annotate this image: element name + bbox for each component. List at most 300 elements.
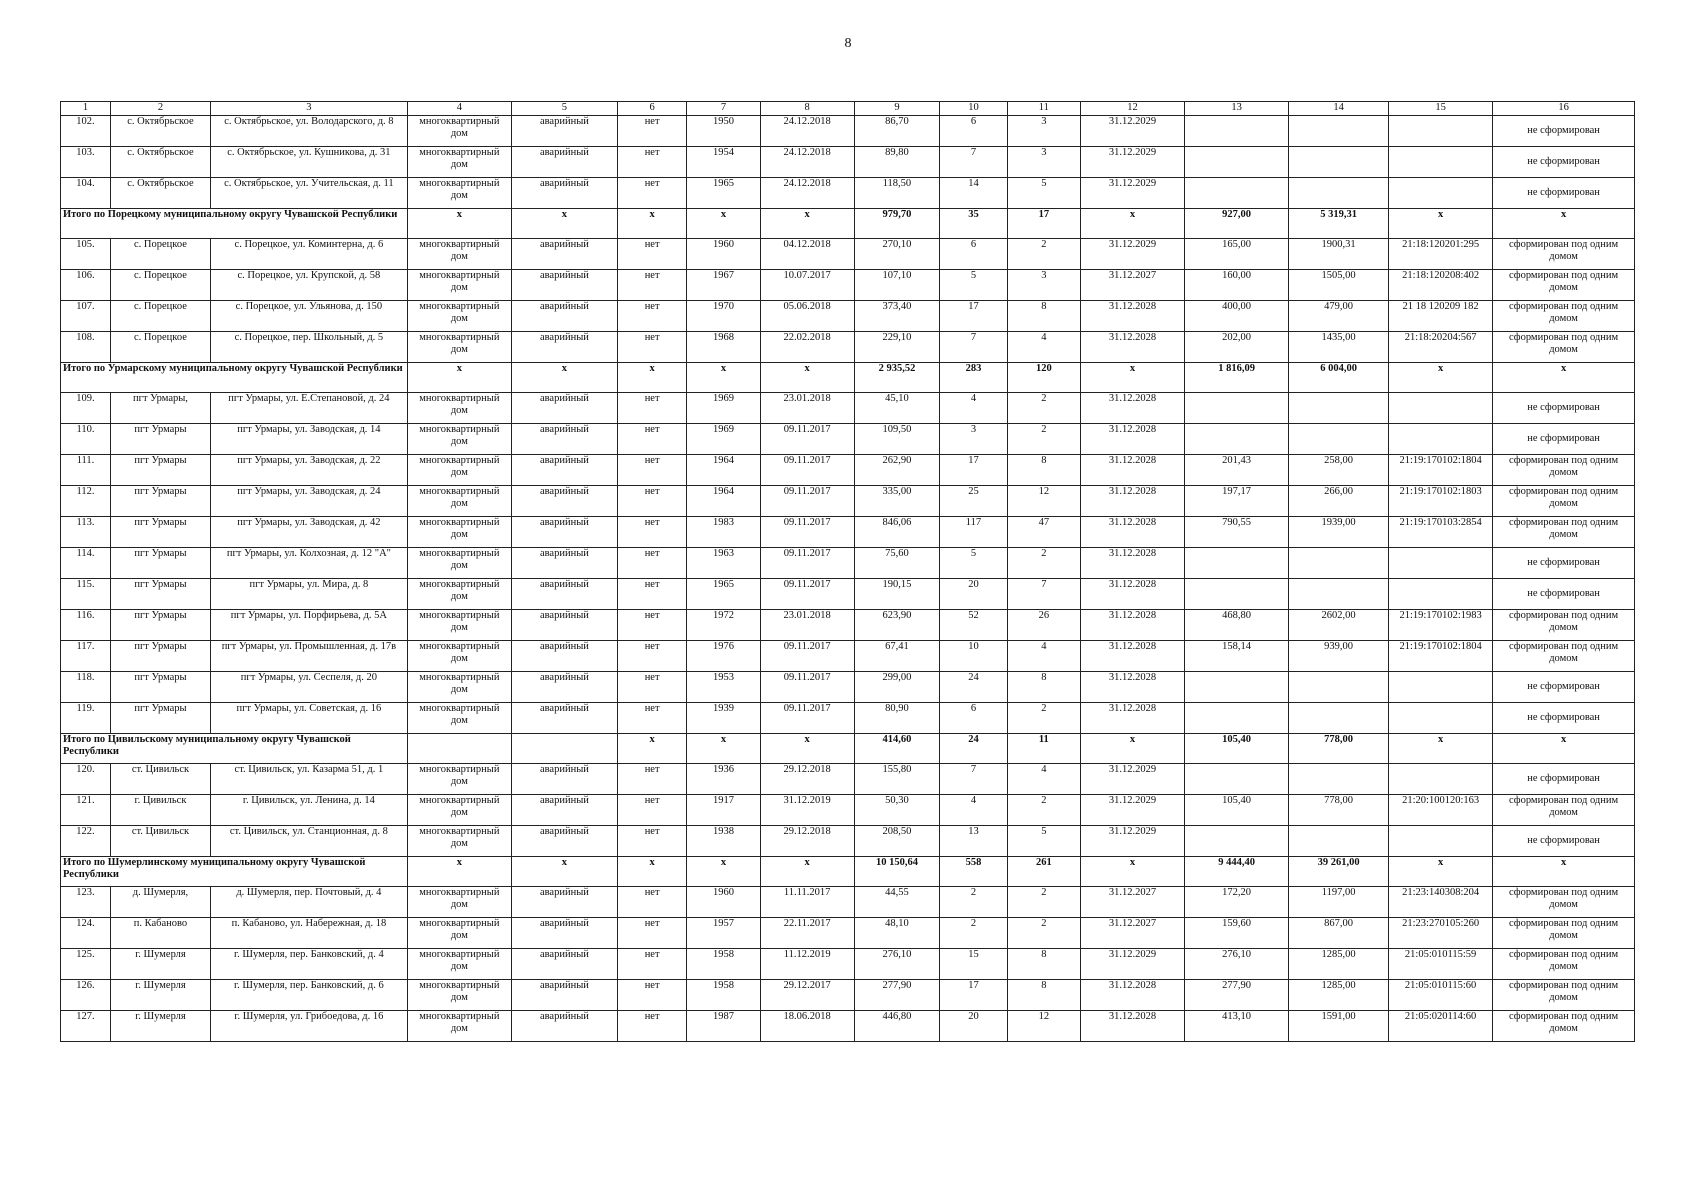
housing-table (60, 101, 1635, 1042)
table-cell: многоквартирный дом (407, 887, 511, 918)
table-cell: пгт Урмары, ул. Заводская, д. 22 (210, 455, 407, 486)
subtotal-cell: 39 261,00 (1289, 857, 1389, 887)
table-cell: г. Шумерля, пер. Банковский, д. 6 (210, 980, 407, 1011)
table-cell: 1958 (687, 949, 760, 980)
table-cell: не сформирован (1493, 178, 1635, 209)
column-number: 7 (687, 102, 760, 116)
subtotal-cell: 558 (940, 857, 1007, 887)
table-cell: 3 (1007, 270, 1080, 301)
table-cell: пгт Урмары, ул. Заводская, д. 24 (210, 486, 407, 517)
table-cell: 118,50 (854, 178, 940, 209)
table-cell: многоквартирный дом (407, 455, 511, 486)
table-cell: нет (617, 178, 686, 209)
table-cell: аварийный (511, 301, 617, 332)
table-cell: 201,43 (1185, 455, 1289, 486)
table-cell (1289, 764, 1389, 795)
table-cell: не сформирован (1493, 424, 1635, 455)
table-cell: 31.12.2029 (1081, 147, 1185, 178)
table-cell: сформирован под одним домом (1493, 270, 1635, 301)
table-cell: 1958 (687, 980, 760, 1011)
table-cell: пгт Урмары (110, 455, 210, 486)
table-cell (1289, 703, 1389, 734)
table-cell: 1957 (687, 918, 760, 949)
table-cell: многоквартирный дом (407, 270, 511, 301)
table-cell: 1950 (687, 116, 760, 147)
table-row (61, 980, 1635, 1011)
subtotal-cell: 414,60 (854, 734, 940, 764)
column-number: 11 (1007, 102, 1080, 116)
table-cell: пгт Урмары, ул. Е.Степановой, д. 24 (210, 393, 407, 424)
table-cell: многоквартирный дом (407, 703, 511, 734)
table-cell: 21:23:140308:204 (1389, 887, 1493, 918)
table-cell: 118. (61, 672, 111, 703)
table-cell: 102. (61, 116, 111, 147)
table-cell: 105,40 (1185, 795, 1289, 826)
table-cell: 262,90 (854, 455, 940, 486)
table-cell: г. Шумерля (110, 949, 210, 980)
table-cell: 31.12.2028 (1081, 1011, 1185, 1042)
table-cell: не сформирован (1493, 116, 1635, 147)
table-cell: 446,80 (854, 1011, 940, 1042)
table-cell: г. Цивильск (110, 795, 210, 826)
subtotal-cell: x (1081, 363, 1185, 393)
subtotal-cell (407, 734, 511, 764)
table-cell: нет (617, 610, 686, 641)
table-cell: с. Октябрьское (110, 178, 210, 209)
table-cell: аварийный (511, 178, 617, 209)
table-cell: 6 (940, 116, 1007, 147)
subtotal-cell: 1 816,09 (1185, 363, 1289, 393)
column-number: 16 (1493, 102, 1635, 116)
table-cell: 5 (1007, 178, 1080, 209)
table-cell: 8 (1007, 672, 1080, 703)
table-cell: аварийный (511, 826, 617, 857)
table-cell: 09.11.2017 (760, 641, 854, 672)
table-cell: 114. (61, 548, 111, 579)
subtotal-cell: x (760, 734, 854, 764)
table-cell: 12 (1007, 486, 1080, 517)
table-cell: 5 (940, 270, 1007, 301)
table-cell: 623,90 (854, 610, 940, 641)
table-cell: с. Порецкое, ул. Ульянова, д. 150 (210, 301, 407, 332)
subtotal-cell: x (511, 209, 617, 239)
table-row (61, 393, 1635, 424)
table-cell: 09.11.2017 (760, 517, 854, 548)
table-cell: 1285,00 (1289, 980, 1389, 1011)
table-cell (1185, 393, 1289, 424)
table-cell: 31.12.2028 (1081, 424, 1185, 455)
table-cell: 277,90 (1185, 980, 1289, 1011)
table-cell: 21:18:120201:295 (1389, 239, 1493, 270)
table-cell: 1285,00 (1289, 949, 1389, 980)
table-cell: 23.01.2018 (760, 393, 854, 424)
table-cell: нет (617, 393, 686, 424)
table-row (61, 672, 1635, 703)
table-cell: 112. (61, 486, 111, 517)
table-cell: 44,55 (854, 887, 940, 918)
table-cell: 31.12.2019 (760, 795, 854, 826)
table-cell: пгт Урмары, ул. Мира, д. 8 (210, 579, 407, 610)
table-cell: 31.12.2027 (1081, 270, 1185, 301)
table-cell (1389, 826, 1493, 857)
table-cell: 197,17 (1185, 486, 1289, 517)
table-cell: многоквартирный дом (407, 332, 511, 363)
table-cell (1185, 424, 1289, 455)
table-cell: 1900,31 (1289, 239, 1389, 270)
table-cell: 21 18 120209 182 (1389, 301, 1493, 332)
table-cell: 127. (61, 1011, 111, 1042)
table-cell: 20 (940, 579, 1007, 610)
column-number: 6 (617, 102, 686, 116)
table-cell: многоквартирный дом (407, 393, 511, 424)
subtotal-cell: 9 444,40 (1185, 857, 1289, 887)
table-cell: пгт Урмары (110, 703, 210, 734)
subtotal-row (61, 857, 1635, 887)
table-cell: 7 (1007, 579, 1080, 610)
table-cell: не сформирован (1493, 672, 1635, 703)
table-cell: многоквартирный дом (407, 301, 511, 332)
table-row (61, 548, 1635, 579)
table-cell: ст. Цивильск (110, 764, 210, 795)
table-cell: 26 (1007, 610, 1080, 641)
table-cell: многоквартирный дом (407, 610, 511, 641)
table-cell: 125. (61, 949, 111, 980)
subtotal-cell: x (1493, 209, 1635, 239)
table-cell (1389, 703, 1493, 734)
table-cell: нет (617, 579, 686, 610)
table-cell: многоквартирный дом (407, 949, 511, 980)
table-cell: 7 (940, 332, 1007, 363)
table-row (61, 455, 1635, 486)
table-cell: 31.12.2029 (1081, 178, 1185, 209)
table-cell: 2 (940, 887, 1007, 918)
table-cell: 190,15 (854, 579, 940, 610)
table-row (61, 517, 1635, 548)
table-cell: нет (617, 980, 686, 1011)
table-cell: 1954 (687, 147, 760, 178)
subtotal-cell: 5 319,31 (1289, 209, 1389, 239)
subtotal-cell: x (760, 209, 854, 239)
table-cell: 09.11.2017 (760, 672, 854, 703)
table-cell: 159,60 (1185, 918, 1289, 949)
table-cell: 67,41 (854, 641, 940, 672)
table-cell: 24 (940, 672, 1007, 703)
table-cell: аварийный (511, 703, 617, 734)
table-cell: 4 (1007, 764, 1080, 795)
table-cell: 939,00 (1289, 641, 1389, 672)
table-cell: не сформирован (1493, 703, 1635, 734)
subtotal-cell: x (687, 363, 760, 393)
table-cell: 1967 (687, 270, 760, 301)
table-cell: 106. (61, 270, 111, 301)
table-cell: нет (617, 703, 686, 734)
table-cell: г. Шумерля (110, 1011, 210, 1042)
table-cell: нет (617, 918, 686, 949)
table-cell: 18.06.2018 (760, 1011, 854, 1042)
table-cell: 117. (61, 641, 111, 672)
table-cell: 13 (940, 826, 1007, 857)
table-cell: пгт Урмары (110, 579, 210, 610)
table-cell: 413,10 (1185, 1011, 1289, 1042)
table-cell: 09.11.2017 (760, 703, 854, 734)
table-cell: 21:05:010115:59 (1389, 949, 1493, 980)
table-cell: сформирован под одним домом (1493, 949, 1635, 980)
subtotal-cell: x (407, 857, 511, 887)
table-cell: нет (617, 795, 686, 826)
table-cell: 2 (1007, 703, 1080, 734)
table-cell: 29.12.2018 (760, 826, 854, 857)
table-cell: аварийный (511, 887, 617, 918)
table-cell: 1591,00 (1289, 1011, 1389, 1042)
table-cell: г. Шумерля, пер. Банковский, д. 4 (210, 949, 407, 980)
table-cell: аварийный (511, 239, 617, 270)
subtotal-cell: x (687, 209, 760, 239)
table-cell: 31.12.2027 (1081, 918, 1185, 949)
table-cell (1185, 178, 1289, 209)
table-cell (1289, 548, 1389, 579)
table-row (61, 270, 1635, 301)
table-cell (1389, 579, 1493, 610)
table-cell: 24.12.2018 (760, 178, 854, 209)
table-cell: аварийный (511, 764, 617, 795)
table-cell: пгт Урмары, (110, 393, 210, 424)
table-cell: 45,10 (854, 393, 940, 424)
table-cell: сформирован под одним домом (1493, 918, 1635, 949)
table-cell: 160,00 (1185, 270, 1289, 301)
subtotal-cell: x (617, 363, 686, 393)
table-cell: 31.12.2028 (1081, 301, 1185, 332)
table-cell: 04.12.2018 (760, 239, 854, 270)
table-cell: 276,10 (854, 949, 940, 980)
subtotal-cell: x (760, 363, 854, 393)
table-cell: многоквартирный дом (407, 672, 511, 703)
table-cell (1389, 147, 1493, 178)
subtotal-cell: x (1389, 209, 1493, 239)
table-cell: 31.12.2028 (1081, 393, 1185, 424)
subtotal-cell: x (1493, 734, 1635, 764)
table-cell: 6 (940, 239, 1007, 270)
table-cell: аварийный (511, 1011, 617, 1042)
table-row (61, 579, 1635, 610)
table-cell (1185, 764, 1289, 795)
table-cell: ст. Цивильск, ул. Станционная, д. 8 (210, 826, 407, 857)
table-cell: 1435,00 (1289, 332, 1389, 363)
table-cell: 21:05:020114:60 (1389, 1011, 1493, 1042)
table-cell: аварийный (511, 949, 617, 980)
table-cell: 47 (1007, 517, 1080, 548)
table-cell: 21:05:010115:60 (1389, 980, 1493, 1011)
table-cell: 122. (61, 826, 111, 857)
table-cell: аварийный (511, 116, 617, 147)
table-cell: сформирован под одним домом (1493, 980, 1635, 1011)
subtotal-cell: 979,70 (854, 209, 940, 239)
table-cell: 1505,00 (1289, 270, 1389, 301)
table-cell: многоквартирный дом (407, 178, 511, 209)
table-row (61, 147, 1635, 178)
table-cell: 31.12.2028 (1081, 517, 1185, 548)
table-cell: 09.11.2017 (760, 548, 854, 579)
table-cell: 1965 (687, 178, 760, 209)
table-cell: 22.11.2017 (760, 918, 854, 949)
table-cell (1185, 579, 1289, 610)
table-cell: п. Кабаново (110, 918, 210, 949)
table-cell: 11.11.2017 (760, 887, 854, 918)
table-cell: 109,50 (854, 424, 940, 455)
table-cell: 21:19:170102:1804 (1389, 641, 1493, 672)
table-cell: 1987 (687, 1011, 760, 1042)
table-cell: 31.12.2029 (1081, 239, 1185, 270)
table-cell: многоквартирный дом (407, 517, 511, 548)
table-cell: многоквартирный дом (407, 116, 511, 147)
table-cell: 108. (61, 332, 111, 363)
table-cell: с. Октябрьское, ул. Учительская, д. 11 (210, 178, 407, 209)
table-row (61, 332, 1635, 363)
table-cell: 124. (61, 918, 111, 949)
table-cell: 1960 (687, 239, 760, 270)
table-cell: 10 (940, 641, 1007, 672)
column-number: 12 (1081, 102, 1185, 116)
table-cell: сформирован под одним домом (1493, 455, 1635, 486)
table-cell: с. Октябрьское, ул. Кушникова, д. 31 (210, 147, 407, 178)
table-cell (1389, 764, 1493, 795)
table-cell: 31.12.2029 (1081, 949, 1185, 980)
table-cell: 1964 (687, 455, 760, 486)
table-cell: 7 (940, 147, 1007, 178)
table-cell: г. Цивильск, ул. Ленина, д. 14 (210, 795, 407, 826)
table-cell: многоквартирный дом (407, 918, 511, 949)
table-cell: 276,10 (1185, 949, 1289, 980)
table-cell: нет (617, 147, 686, 178)
table-cell: нет (617, 332, 686, 363)
table-cell: нет (617, 517, 686, 548)
table-cell: 846,06 (854, 517, 940, 548)
subtotal-cell: 24 (940, 734, 1007, 764)
table-cell (1289, 672, 1389, 703)
table-cell: 31.12.2028 (1081, 703, 1185, 734)
table-cell: с. Порецкое (110, 239, 210, 270)
table-row (61, 116, 1635, 147)
table-cell: 24.12.2018 (760, 147, 854, 178)
subtotal-cell: x (617, 857, 686, 887)
subtotal-cell: x (687, 857, 760, 887)
table-cell: 1939,00 (1289, 517, 1389, 548)
table-cell: д. Шумерля, (110, 887, 210, 918)
table-cell: с. Порецкое, пер. Школьный, д. 5 (210, 332, 407, 363)
table-cell: аварийный (511, 517, 617, 548)
table-cell: 21:19:170102:1803 (1389, 486, 1493, 517)
table-cell: сформирован под одним домом (1493, 239, 1635, 270)
table-cell: 111. (61, 455, 111, 486)
table-cell: 109. (61, 393, 111, 424)
table-cell: с. Октябрьское (110, 116, 210, 147)
table-cell: 31.12.2028 (1081, 672, 1185, 703)
subtotal-row (61, 734, 1635, 764)
table-cell: многоквартирный дом (407, 764, 511, 795)
table-cell: 165,00 (1185, 239, 1289, 270)
table-cell: 172,20 (1185, 887, 1289, 918)
column-number: 8 (760, 102, 854, 116)
table-cell: 1917 (687, 795, 760, 826)
table-cell: 29.12.2017 (760, 980, 854, 1011)
table-cell (1289, 178, 1389, 209)
subtotal-cell: 261 (1007, 857, 1080, 887)
table-row (61, 826, 1635, 857)
table-cell: 1976 (687, 641, 760, 672)
column-number: 9 (854, 102, 940, 116)
column-number: 15 (1389, 102, 1493, 116)
table-cell: сформирован под одним домом (1493, 610, 1635, 641)
table-row (61, 178, 1635, 209)
table-cell: 1968 (687, 332, 760, 363)
table-cell: нет (617, 887, 686, 918)
table-cell: 790,55 (1185, 517, 1289, 548)
table-cell: пгт Урмары, ул. Сеспеля, д. 20 (210, 672, 407, 703)
column-number: 10 (940, 102, 1007, 116)
table-cell: 24.12.2018 (760, 116, 854, 147)
table-cell: 05.06.2018 (760, 301, 854, 332)
table-cell: не сформирован (1493, 579, 1635, 610)
table-cell: пгт Урмары (110, 424, 210, 455)
table-cell: 400,00 (1185, 301, 1289, 332)
table-cell (1389, 178, 1493, 209)
column-number: 4 (407, 102, 511, 116)
subtotal-cell: x (511, 363, 617, 393)
table-cell: 3 (1007, 116, 1080, 147)
table-cell: аварийный (511, 918, 617, 949)
table-cell: с. Порецкое (110, 332, 210, 363)
table-cell: 20 (940, 1011, 1007, 1042)
table-cell: 75,60 (854, 548, 940, 579)
table-cell: многоквартирный дом (407, 1011, 511, 1042)
table-cell: нет (617, 672, 686, 703)
table-cell: с. Порецкое, ул. Крупской, д. 58 (210, 270, 407, 301)
table-cell: аварийный (511, 795, 617, 826)
table-cell: аварийный (511, 610, 617, 641)
table-cell: 120. (61, 764, 111, 795)
table-cell: 15 (940, 949, 1007, 980)
table-cell: аварийный (511, 270, 617, 301)
table-cell: нет (617, 1011, 686, 1042)
table-cell: 113. (61, 517, 111, 548)
column-number: 5 (511, 102, 617, 116)
table-row (61, 424, 1635, 455)
table-cell (1389, 116, 1493, 147)
table-cell: 17 (940, 980, 1007, 1011)
table-cell: 09.11.2017 (760, 424, 854, 455)
table-cell: пгт Урмары (110, 610, 210, 641)
table-cell: 299,00 (854, 672, 940, 703)
table-cell: аварийный (511, 486, 617, 517)
table-cell (1185, 703, 1289, 734)
table-cell: 21:19:170102:1983 (1389, 610, 1493, 641)
table-cell: пгт Урмары, ул. Советская, д. 16 (210, 703, 407, 734)
table-cell (1289, 424, 1389, 455)
table-cell: многоквартирный дом (407, 980, 511, 1011)
table-cell: 1939 (687, 703, 760, 734)
column-number: 14 (1289, 102, 1389, 116)
column-number: 3 (210, 102, 407, 116)
table-cell: 2 (940, 918, 1007, 949)
table-cell: 12 (1007, 1011, 1080, 1042)
table-cell: 21:18:20204:567 (1389, 332, 1493, 363)
table-cell: нет (617, 239, 686, 270)
subtotal-cell: 35 (940, 209, 1007, 239)
table-cell: сформирован под одним домом (1493, 332, 1635, 363)
table-cell: 80,90 (854, 703, 940, 734)
table-cell: 7 (940, 764, 1007, 795)
table-cell: 21:19:170102:1804 (1389, 455, 1493, 486)
subtotal-cell: x (1389, 363, 1493, 393)
